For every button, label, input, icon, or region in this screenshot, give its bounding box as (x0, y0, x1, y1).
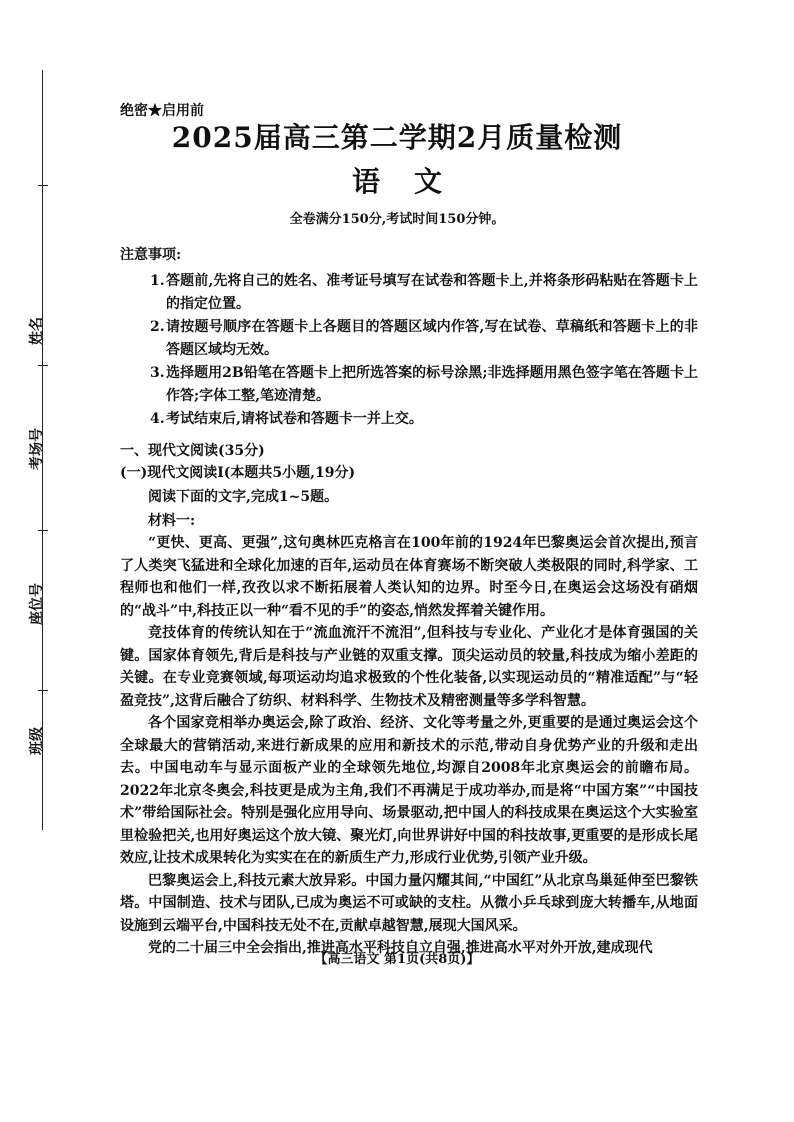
section-title: 一、现代文阅读(35分) (120, 443, 265, 459)
note-number: 4. (150, 411, 165, 427)
passage-paragraph: “更快、更高、更强”,这句奥林匹克格言在100年前的1924年巴黎奥运会首次提出,预言了人类突飞猛进和全球化加速的百年,运动员在体育赛场不断突破人类极限的同时,科学家、工程师也和他们一样,孜孜以求不断拓展着人类认知的边界。时至今日,在奥运会这场没有硝烟的“战斗”中,科技正以一种“看不见的手”的姿态,悄然发挥着关键作用。 (120, 535, 698, 619)
note-item (150, 270, 698, 316)
passage (120, 532, 698, 960)
passage-paragraph: 竞技体育的传统认知在于“流血流汗不流泪”,但科技与专业化、产业化才是体育强国的关键。国家体育领先,背后是科技与产业链的双重支撑。顶尖运动员的较量,科技成为缩小差距的关键。在专业竞赛领域,每项运动均追求极致的个性化装备,以实现运动员的“精准适配”与“轻盈竞技”,这背后融合了纺织、材料科学、生物技术及精密测量等多学科智慧。 (120, 625, 698, 709)
page-title: 2025届高三第二学期2月质量检测 (171, 121, 623, 154)
notes-heading: 注意事项: (120, 247, 182, 263)
note-text: 请按题号顺序在答题卡上各题目的答题区域内作答,写在试卷、草稿纸和答题卡上的非答题区域均无效。 (166, 319, 698, 358)
note-number: 1. (150, 273, 165, 289)
note-item (150, 408, 698, 431)
binding-label-name: 姓名 (29, 317, 45, 345)
subject-title: 语文 (351, 165, 476, 198)
binding-label-room: 考场号 (29, 428, 45, 470)
secret-mark: 绝密★启用前 (120, 103, 204, 119)
section-subtitle: (一)现代文阅读Ⅰ(本题共5小题,19分) (120, 465, 356, 481)
note-number: 3. (150, 365, 165, 381)
note-number: 2. (150, 319, 165, 335)
binding-dash (38, 530, 48, 531)
material-label: 材料一: (148, 513, 196, 529)
binding-label-class: 班级 (29, 727, 45, 755)
note-text: 答题前,先将自己的姓名、准考证号填写在试卷和答题卡上,并将条形码粘贴在答题卡上的指定位置。 (166, 273, 698, 312)
note-item (150, 362, 698, 408)
binding-label-seat: 座位号 (29, 583, 45, 625)
binding-dash (38, 690, 48, 691)
reading-instruction: 阅读下面的文字,完成1~5题。 (148, 489, 339, 505)
note-text: 考试结束后,请将试卷和答题卡一并上交。 (166, 411, 423, 427)
note-text: 选择题用2B铅笔在答题卡上把所选答案的标号涂黑;非选择题用黑色签字笔在答题卡上作答;字体工整,笔迹清楚。 (166, 365, 698, 404)
binding-dash (38, 365, 48, 366)
passage-paragraph: 各个国家竞相举办奥运会,除了政治、经济、文化等考量之外,更重要的是通过奥运会这个全球最大的营销活动,来进行新成果的应用和新技术的示范,带动自身优势产业的升级和走出去。中国电动车与显示面板产业的全球领先地位,均源自2008年北京奥运会的前瞻布局。2022年北京冬奥会,科技更是成为主角,我们不再满足于成功举办,而是将“中国方案”“中国技术”带给国际社会。特别是强化应用导向、场景驱动,把中国人的科技成果在奥运这个大实验室里检验把关,也用好奥运这个放大镜、聚光灯,向世界讲好中国的科技故事,更重要的是形成长尾效应,让技术成果转化为实实在在的新质生产力,形成行业优势,引领产业升级。 (120, 715, 698, 866)
passage-paragraph: 巴黎奥运会上,科技元素大放异彩。中国力量闪耀其间,“中国红”从北京鸟巢延伸至巴黎铁塔。中国制造、技术与团队,已成为奥运不可或缺的支柱。从微小乒乓球到庞大转播车,从地面设施到云端平台,中国科技无处不在,贡献卓越智慧,展现大国风采。 (120, 872, 698, 934)
page-footer: 【高三语文 第1页(共8页)】 (314, 952, 480, 967)
notes-list (150, 270, 698, 431)
note-item (150, 316, 698, 362)
score-line: 全卷满分150分,考试时间150分钟。 (289, 212, 505, 227)
passage-paragraph: 党的二十届三中全会指出,推进高水平科技自立自强,推进高水平对外开放,建成现代 (148, 940, 653, 956)
